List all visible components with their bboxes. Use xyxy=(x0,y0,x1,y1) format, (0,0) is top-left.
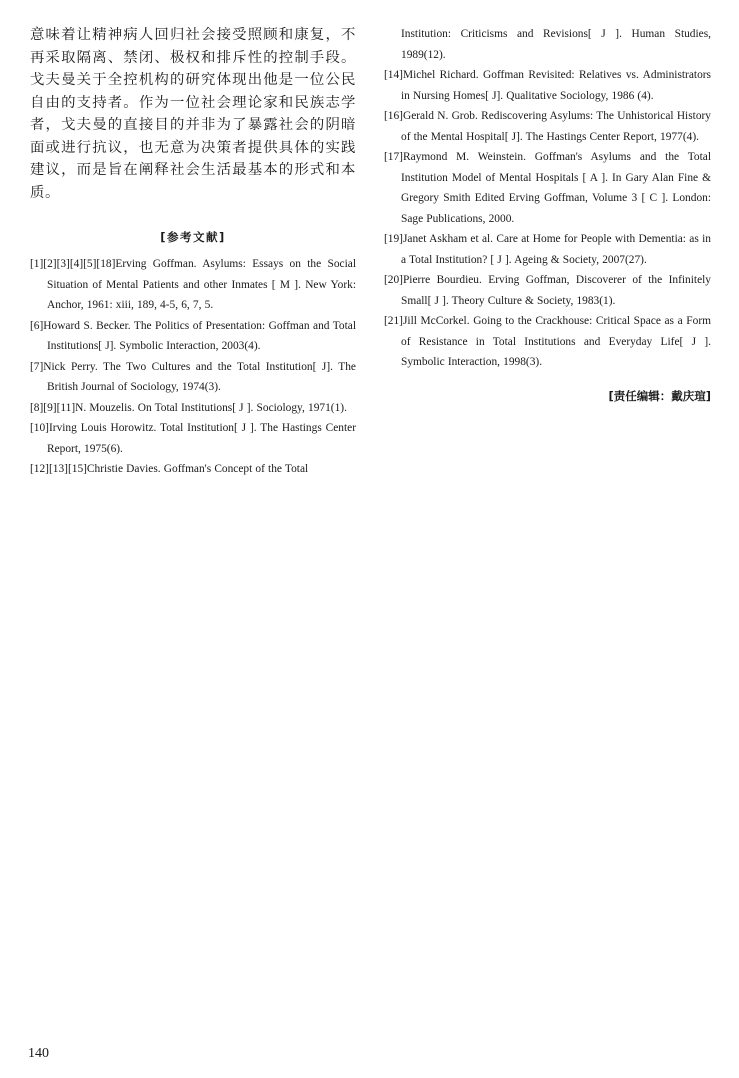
editor-note: [责任编辑：戴庆瑄] xyxy=(608,388,711,403)
body-paragraph: 意味着让精神病人回归社会接受照顾和康复，不再采取隔离、禁闭、极权和排斥性的控制手段。戈夫曼关于全控机构的研究体现出他是一位公民自由的支持者。作为一位社会理论家和民族志学者，戈夫曼的直接目的并非为了暴露社会的阴暗面或进行抗议，也无意为决策者提供具体的实践建议，而是旨在阐释社会生活最基本的形式和本质。 xyxy=(30,27,356,201)
reference-list-left xyxy=(30,254,356,480)
right-column xyxy=(384,24,711,404)
reference-item: [16]Gerald N. Grob. Rediscovering Asylums: The Unhistorical History of the Mental Hospital[ J]. The Hastings Center Report, 1977(4). xyxy=(384,110,711,143)
reference-list-right xyxy=(384,24,711,373)
reference-item: [14]Michel Richard. Goffman Revisited: Relatives vs. Administrators in Nursing Homes[ J]. Qualitative Sociology, 1986 (4). xyxy=(384,69,711,102)
reference-item: [1][2][3][4][5][18]Erving Goffman. Asylums: Essays on the Social Situation of Mental Patients and other Inmates [ M ]. New York: Anchor, 1961: xiii, 189, 4-5, 6, 7, 5. xyxy=(30,258,356,311)
reference-item: [17]Raymond M. Weinstein. Goffman's Asylums and the Total Institution Model of Mental Hospitals [ A ]. In Gary Alan Fine & Gregory Smith Edited Erving Goffman, Volume 3 [ C ]. London: Sage Publications, 2000. xyxy=(384,151,711,225)
reference-continuation: Institution: Criticisms and Revisions[ J ]. Human Studies, 1989(12). xyxy=(401,28,711,61)
reference-item: [21]Jill McCorkel. Going to the Crackhouse: Critical Space as a Form of Resistance in Total Institutions and Everyday Life[ J ]. Symbolic Interaction, 1998(3). xyxy=(384,315,711,368)
reference-item: [7]Nick Perry. The Two Cultures and the Total Institution[ J]. The British Journal of Sociology, 1974(3). xyxy=(30,360,356,393)
page-number: 140 xyxy=(28,1046,49,1061)
reference-item: [8][9][11]N. Mouzelis. On Total Institutions[ J ]. Sociology, 1971(1). xyxy=(30,401,347,414)
references-heading: [参考文献] xyxy=(160,230,226,244)
reference-item: [10]Irving Louis Horowitz. Total Institution[ J ]. The Hastings Center Report, 1975(6). xyxy=(30,422,356,455)
reference-item: [20]Pierre Bourdieu. Erving Goffman, Discoverer of the Infinitely Small[ J ]. Theory Culture & Society, 1983(1). xyxy=(384,274,711,307)
left-column xyxy=(30,24,356,480)
reference-item: [6]Howard S. Becker. The Politics of Presentation: Goffman and Total Institutions[ J]. Symbolic Interaction, 2003(4). xyxy=(30,319,356,352)
reference-item: [19]Janet Askham et al. Care at Home for People with Dementia: as in a Total Institution? [ J ]. Ageing & Society, 2007(27). xyxy=(384,233,711,266)
reference-item: [12][13][15]Christie Davies. Goffman's Concept of the Total xyxy=(30,463,309,475)
